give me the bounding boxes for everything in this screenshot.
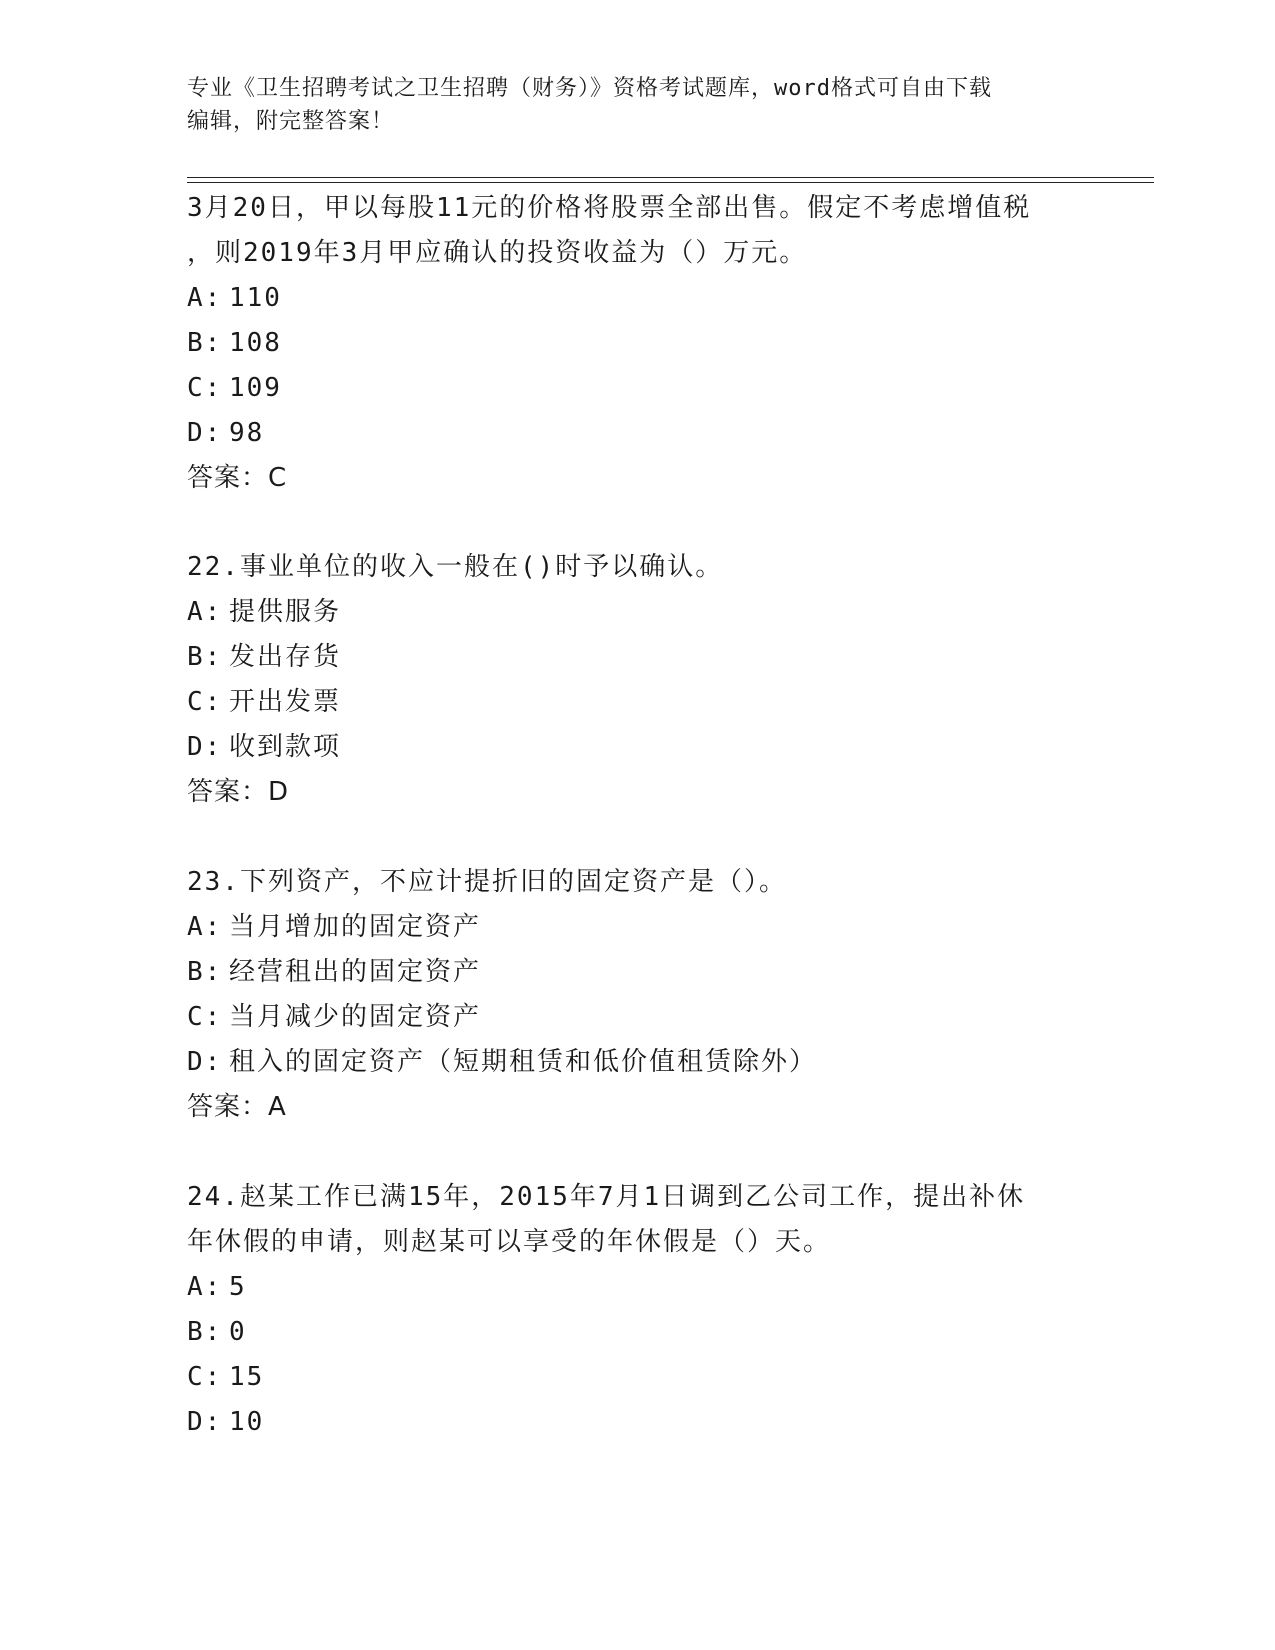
option-a [187, 276, 1087, 321]
option-key: C: [187, 1362, 223, 1392]
option-key: B: [187, 328, 223, 358]
option-d [187, 411, 1087, 456]
question-stem-line: ，则2019年3月甲应确认的投资收益为（）万元。 [187, 238, 808, 268]
question-block [187, 545, 1087, 815]
option-b [187, 321, 1087, 366]
option-d [187, 1040, 1087, 1085]
option-b [187, 635, 1087, 680]
option-key: C: [187, 1002, 223, 1032]
option-text: 收到款项 [229, 732, 342, 762]
option-key: C: [187, 373, 223, 403]
option-text: 0 [229, 1317, 247, 1347]
question-block [187, 1175, 1087, 1445]
option-text: 提供服务 [229, 597, 342, 627]
option-text: 110 [229, 283, 282, 313]
header-line-2: 编辑，附完整答案！ [187, 109, 395, 134]
option-text: 10 [229, 1407, 265, 1437]
option-text: 开出发票 [229, 687, 342, 717]
option-key: A: [187, 283, 223, 313]
question-stem-line: 24.赵某工作已满15年，2015年7月1日调到乙公司工作，提出补休 [187, 1182, 1026, 1212]
option-text: 经营租出的固定资产 [229, 957, 482, 987]
option-text: 发出存货 [229, 642, 342, 672]
question-block [187, 860, 1087, 1130]
option-d [187, 725, 1087, 770]
option-key: B: [187, 642, 223, 672]
option-b [187, 950, 1087, 995]
option-text: 5 [229, 1272, 247, 1302]
option-a [187, 1265, 1087, 1310]
option-key: D: [187, 1047, 223, 1077]
document-header [187, 72, 1067, 138]
option-key: D: [187, 418, 223, 448]
option-c [187, 995, 1087, 1040]
option-a [187, 905, 1087, 950]
option-key: B: [187, 1317, 223, 1347]
answer-line: 答案：C [187, 463, 288, 493]
option-c [187, 366, 1087, 411]
option-key: D: [187, 1407, 223, 1437]
header-divider-bottom [187, 182, 1154, 183]
option-text: 当月增加的固定资产 [229, 912, 482, 942]
option-d [187, 1400, 1087, 1445]
option-a [187, 590, 1087, 635]
option-b [187, 1310, 1087, 1355]
question-stem-line: 22.事业单位的收入一般在()时予以确认。 [187, 552, 724, 582]
option-text: 租入的固定资产（短期租赁和低价值租赁除外） [229, 1047, 818, 1077]
option-key: A: [187, 1272, 223, 1302]
header-divider-top [187, 177, 1154, 178]
header-line-1: 专业《卫生招聘考试之卫生招聘（财务）》资格考试题库，word格式可自由下载 [187, 76, 992, 101]
option-key: A: [187, 597, 223, 627]
question-stem-line: 3月20日，甲以每股11元的价格将股票全部出售。假定不考虑增值税 [187, 193, 1032, 223]
question-stem-line: 23.下列资产，不应计提折旧的固定资产是（）。 [187, 867, 787, 897]
answer-line: 答案：D [187, 777, 290, 807]
question-stem-line: 年休假的申请，则赵某可以享受的年休假是（）天。 [187, 1227, 832, 1257]
option-key: B: [187, 957, 223, 987]
option-key: D: [187, 732, 223, 762]
option-text: 98 [229, 418, 265, 448]
question-block [187, 186, 1087, 501]
option-text: 109 [229, 373, 282, 403]
option-text: 15 [229, 1362, 265, 1392]
answer-line: 答案：A [187, 1092, 287, 1122]
option-key: C: [187, 687, 223, 717]
option-text: 108 [229, 328, 282, 358]
option-c [187, 680, 1087, 725]
option-key: A: [187, 912, 223, 942]
option-text: 当月减少的固定资产 [229, 1002, 482, 1032]
option-c [187, 1355, 1087, 1400]
